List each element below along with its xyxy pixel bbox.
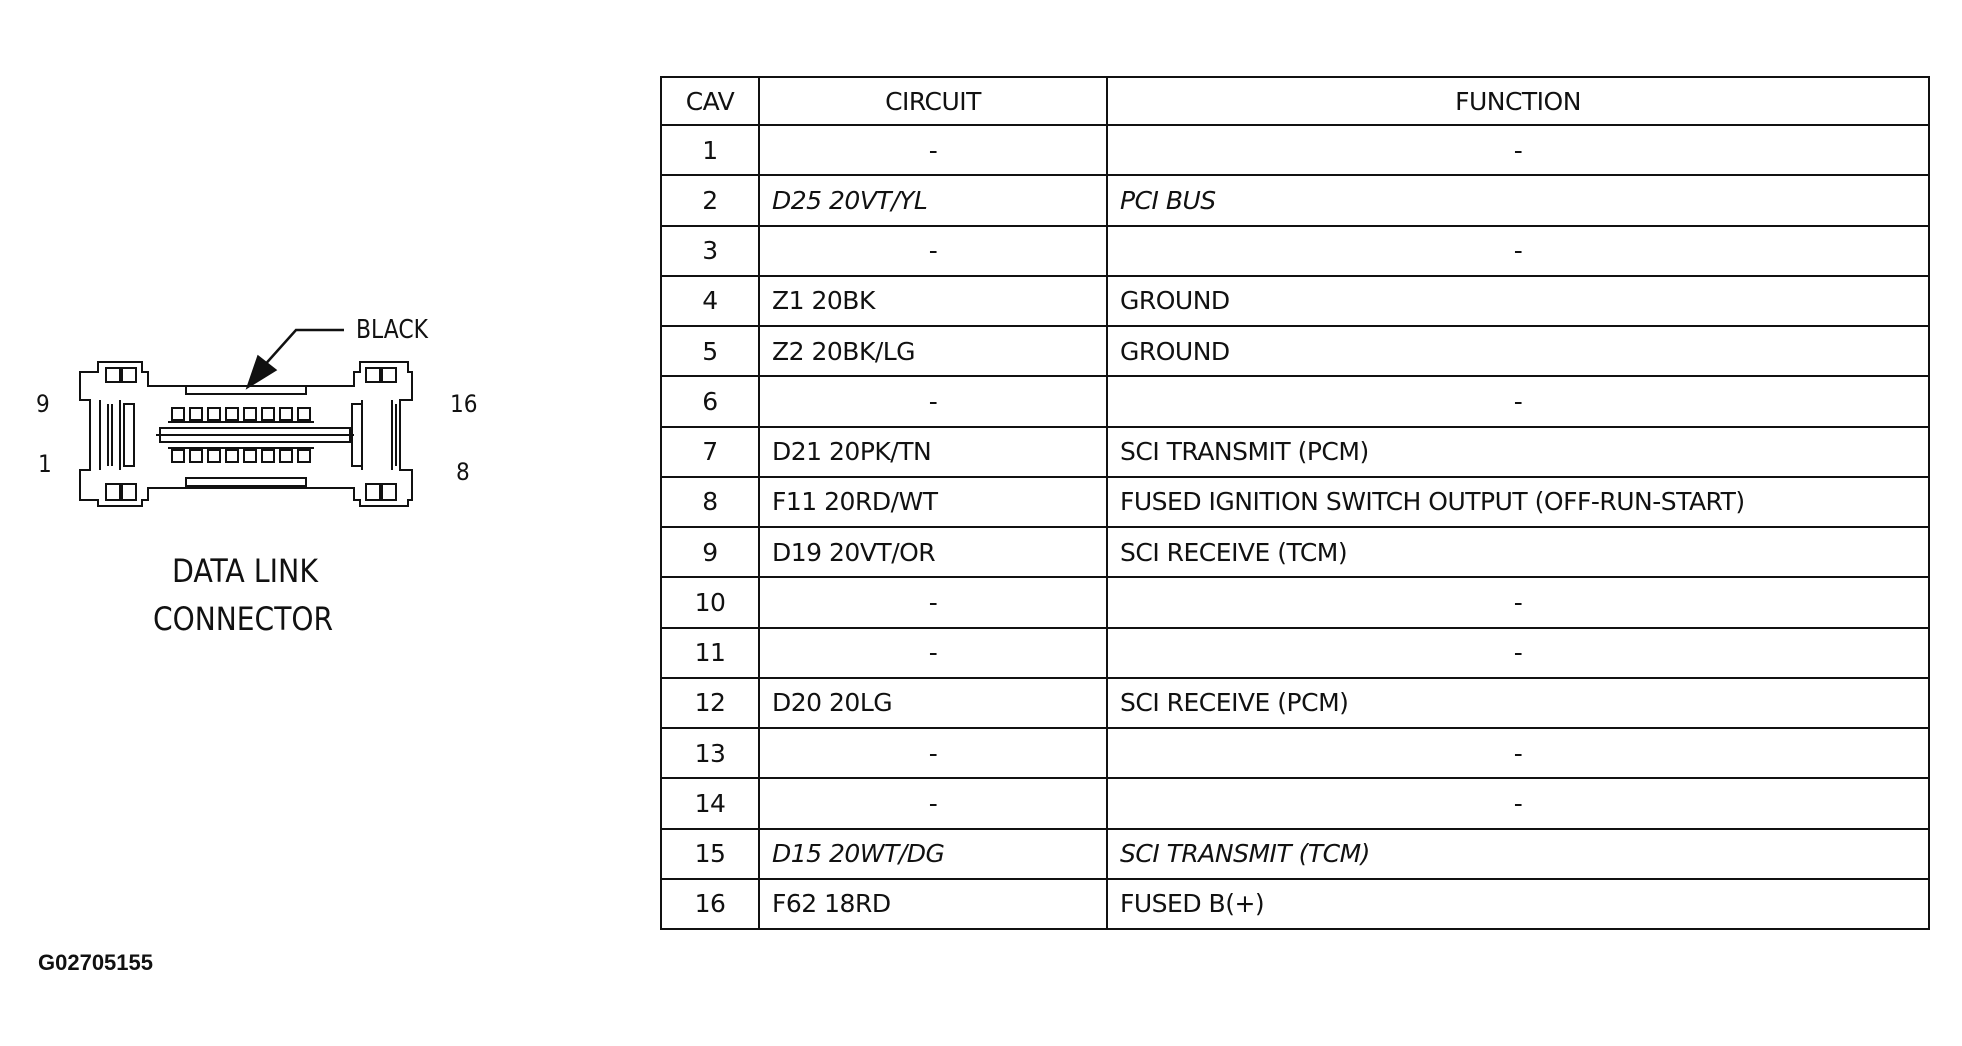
table-row — [661, 728, 1929, 778]
table-row — [661, 226, 1929, 276]
cav-cell: 6 — [661, 376, 759, 426]
figure-id: G02705155 — [38, 950, 153, 975]
function-cell: - — [1107, 125, 1929, 175]
cav-cell: 3 — [661, 226, 759, 276]
cav-cell: 2 — [661, 175, 759, 225]
cav-cell: 1 — [661, 125, 759, 175]
table-row — [661, 376, 1929, 426]
callout-label-black: BLACK — [356, 315, 429, 345]
cav-cell: 10 — [661, 577, 759, 627]
table-row — [661, 829, 1929, 879]
circuit-cell: - — [759, 628, 1107, 678]
function-cell: - — [1107, 376, 1929, 426]
cav-cell: 12 — [661, 678, 759, 728]
cav-cell: 14 — [661, 778, 759, 828]
cav-cell: 7 — [661, 427, 759, 477]
function-cell: - — [1107, 577, 1929, 627]
table-row — [661, 527, 1929, 577]
pin-label-16: 16 — [450, 390, 478, 418]
table-row — [661, 276, 1929, 326]
circuit-cell: D21 20PK/TN — [759, 427, 1107, 477]
table-row — [661, 628, 1929, 678]
cav-cell: 9 — [661, 527, 759, 577]
data-link-connector-diagram — [0, 0, 640, 1046]
function-cell: - — [1107, 778, 1929, 828]
connector-pinout-table — [660, 76, 1930, 930]
circuit-cell: Z2 20BK/LG — [759, 326, 1107, 376]
function-cell: SCI RECEIVE (TCM) — [1107, 527, 1929, 577]
circuit-cell: D20 20LG — [759, 678, 1107, 728]
header-cav: CAV — [661, 77, 759, 125]
circuit-cell: F62 18RD — [759, 879, 1107, 929]
cav-cell: 16 — [661, 879, 759, 929]
function-cell: GROUND — [1107, 276, 1929, 326]
circuit-cell: D19 20VT/OR — [759, 527, 1107, 577]
header-circuit: CIRCUIT — [759, 77, 1107, 125]
circuit-cell: - — [759, 577, 1107, 627]
table-row — [661, 879, 1929, 929]
table-row — [661, 678, 1929, 728]
table-row — [661, 778, 1929, 828]
connector-caption-line1: DATA LINK — [172, 552, 320, 590]
function-cell: PCI BUS — [1107, 175, 1929, 225]
table-row — [661, 577, 1929, 627]
circuit-cell: Z1 20BK — [759, 276, 1107, 326]
function-cell: - — [1107, 728, 1929, 778]
table-row — [661, 175, 1929, 225]
cav-cell: 11 — [661, 628, 759, 678]
circuit-cell: D25 20VT/YL — [759, 175, 1107, 225]
function-cell: FUSED B(+) — [1107, 879, 1929, 929]
cav-cell: 5 — [661, 326, 759, 376]
circuit-cell: D15 20WT/DG — [759, 829, 1107, 879]
function-cell: SCI TRANSMIT (TCM) — [1107, 829, 1929, 879]
header-function: FUNCTION — [1107, 77, 1929, 125]
circuit-cell: - — [759, 778, 1107, 828]
pin-label-9: 9 — [36, 390, 50, 418]
table-header-row — [661, 77, 1929, 125]
circuit-cell: - — [759, 125, 1107, 175]
cav-cell: 15 — [661, 829, 759, 879]
circuit-cell: - — [759, 226, 1107, 276]
function-cell: SCI TRANSMIT (PCM) — [1107, 427, 1929, 477]
circuit-cell: - — [759, 376, 1107, 426]
table-row — [661, 326, 1929, 376]
circuit-cell: F11 20RD/WT — [759, 477, 1107, 527]
function-cell: - — [1107, 226, 1929, 276]
function-cell: GROUND — [1107, 326, 1929, 376]
circuit-cell: - — [759, 728, 1107, 778]
cav-cell: 4 — [661, 276, 759, 326]
function-cell: SCI RECEIVE (PCM) — [1107, 678, 1929, 728]
pin-label-1: 1 — [38, 450, 52, 478]
function-cell: - — [1107, 628, 1929, 678]
table-row — [661, 125, 1929, 175]
function-cell: FUSED IGNITION SWITCH OUTPUT (OFF-RUN-START) — [1107, 477, 1929, 527]
pin-label-8: 8 — [456, 458, 470, 486]
table-row — [661, 477, 1929, 527]
cav-cell: 8 — [661, 477, 759, 527]
table-row — [661, 427, 1929, 477]
connector-caption-line2: CONNECTOR — [153, 600, 333, 638]
cav-cell: 13 — [661, 728, 759, 778]
